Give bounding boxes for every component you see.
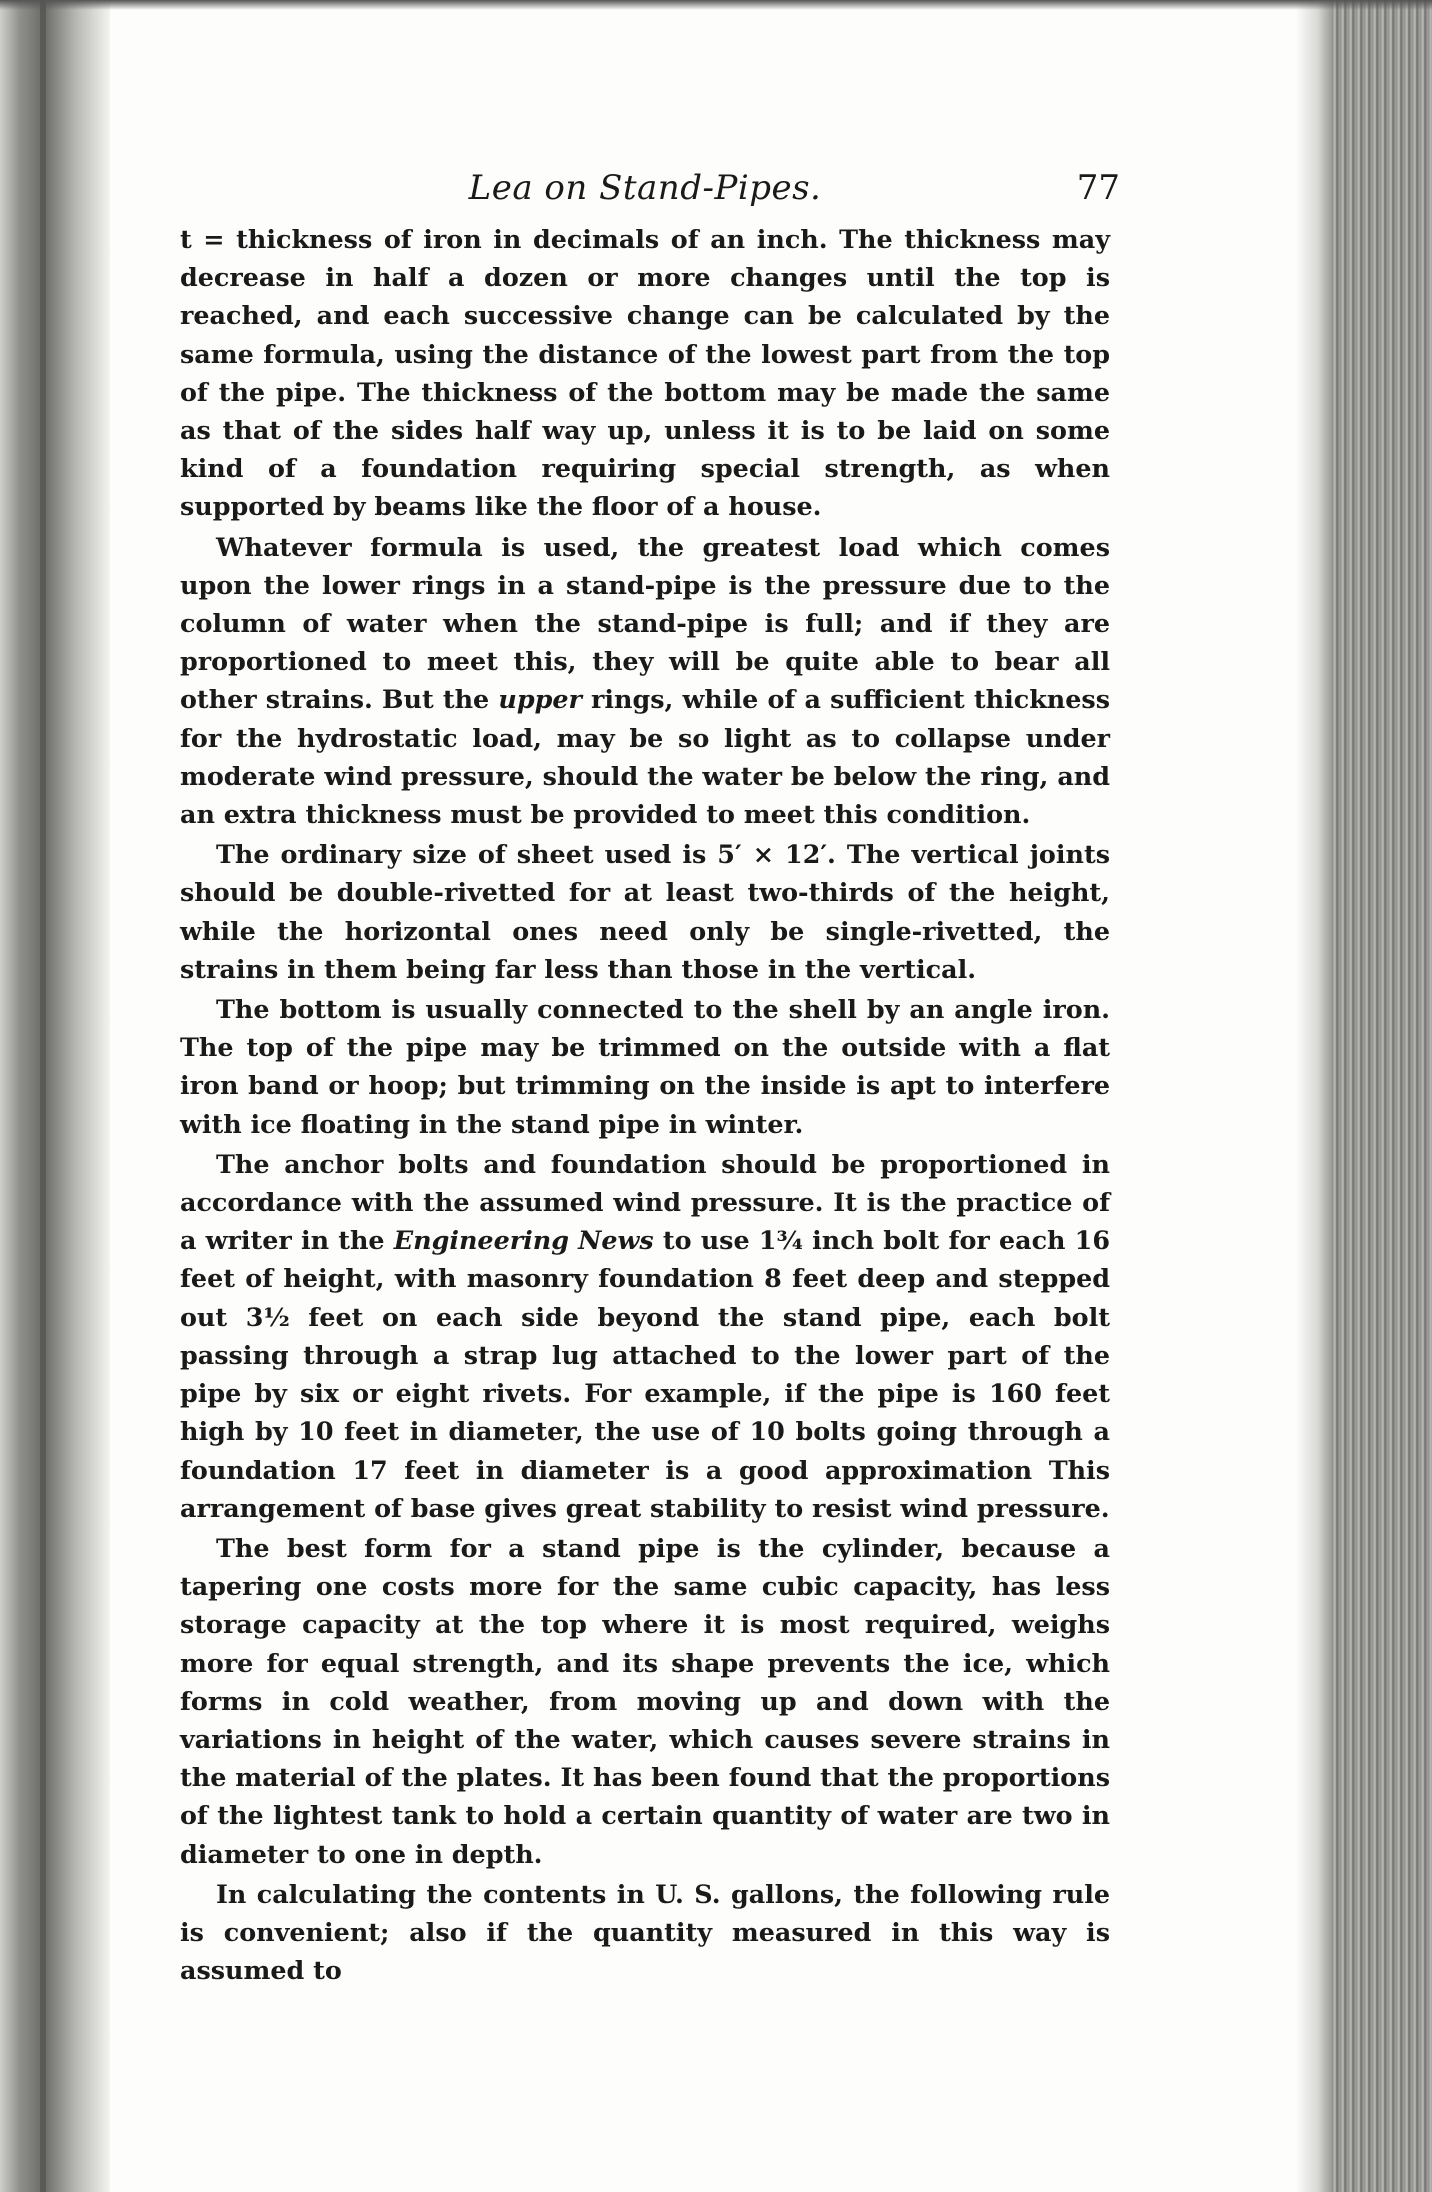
page-edge-stack xyxy=(1332,0,1432,2192)
paragraph-text: The anchor bolts and foundation should be proportioned in accordance with the assumed wind pressure. It is the practice of a writer in the xyxy=(180,1148,1110,1256)
paragraph-2 xyxy=(180,528,1110,834)
paragraph-5 xyxy=(180,1145,1110,1527)
emphasis-upper: upper xyxy=(498,684,582,715)
paragraph-text: The best form for a stand pipe is the cylinder, because a tapering one costs more for the same cubic capacity, has less storage capacity at the top where it is most required, weighs more for equal strength, and its shape prevents the ice, which forms in cold weather, from moving up and down with the variations in height of the water, which causes severe strains in the material of the plates. It has been found that the proportions of the lightest tank to hold a certain quantity of water are two in diameter to one in depth. xyxy=(180,1532,1110,1869)
paragraph-3 xyxy=(180,835,1110,988)
paragraph-text: In calculating the contents in U. S. gallons, the following rule is convenient; also if the quantity measured in this way is assumed to xyxy=(180,1878,1110,1986)
binding-gutter xyxy=(0,0,110,2192)
binding-gutter-line xyxy=(40,0,46,2192)
paragraph-text: t = thickness of iron in decimals of an inch. The thickness may decrease in half a dozen or more changes until the top is reached, and each successive change can be calculated by the same formula, using the distance of the lowest part from the top of the pipe. The thickness of the bottom may be made the same as that of the sides half way up, unless it is to be laid on some kind of a foundation requiring special strength, as when supported by beams like the floor of a house. xyxy=(180,224,1110,522)
page-content xyxy=(180,160,1120,1989)
paragraph-1 xyxy=(180,220,1110,526)
paragraph-text: rings, while of a sufficient thickness for the hydrostatic load, may be so light as to collapse under moderate wind pressure, should the water be below the ring, and an extra thickness must be provided to meet this condition. xyxy=(180,684,1110,830)
body-text xyxy=(180,220,1110,1989)
paragraph-text: to use 1¾ inch bolt for each 16 feet of height, with masonry foundation 8 feet deep and stepped out 3½ feet on each side beyond the stand pipe, each bolt passing through a strap lug attached to the lower part of the pipe by six or eight rivets. For example, if the pipe is 160 feet high by 10 feet in diameter, the use of 10 bolts going through a foundation 17 feet in diameter is a good approximation This arrangement of base gives great stability to resist wind pressure. xyxy=(180,1225,1110,1523)
running-title: Lea on Stand-Pipes. xyxy=(468,168,822,208)
emphasis-engineering-news: Engineering News xyxy=(393,1225,654,1256)
page-number: 77 xyxy=(1076,168,1120,208)
paragraph-text: Whatever formula is used, the greatest load which comes upon the lower rings in a stand-pipe is the pressure due to the column of water when the stand-pipe is full; and if they are proportioned to meet this, they will be quite able to bear all other strains. But the xyxy=(180,531,1110,715)
page-edge-shadow xyxy=(1296,0,1332,2192)
top-shadow xyxy=(0,0,1432,10)
running-head xyxy=(180,160,1120,220)
paragraph-text: The ordinary size of sheet used is 5′ × 12′. The vertical joints should be double-rivetted for at least two-thirds of the height, while the horizontal ones need only be single-rivetted, the strains in them being far less than those in the vertical. xyxy=(180,839,1110,984)
paragraph-text: The bottom is usually connected to the shell by an angle iron. The top of the pipe may be trimmed on the outside with a flat iron band or hoop; but trimming on the inside is apt to interfere with ice floating in the stand pipe in winter. xyxy=(180,994,1110,1139)
paragraph-7 xyxy=(180,1875,1110,1990)
paragraph-6 xyxy=(180,1529,1110,1873)
paragraph-4 xyxy=(180,990,1110,1143)
